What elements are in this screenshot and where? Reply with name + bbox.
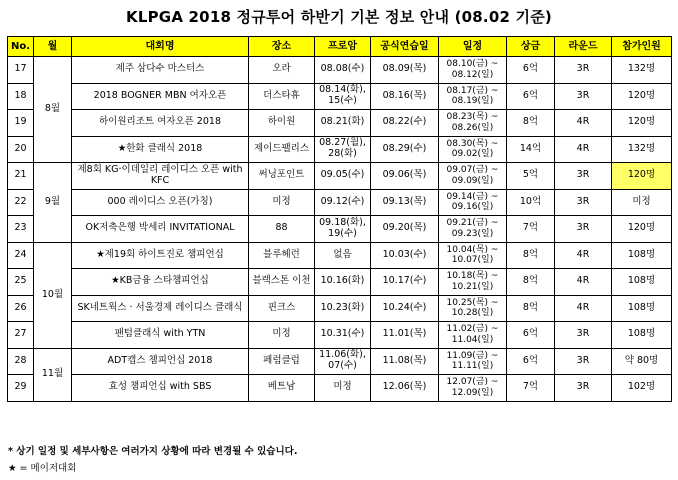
schedule-table: [7, 36, 672, 402]
table-row: [8, 242, 672, 269]
cell-no: 17: [8, 57, 34, 84]
schedule-end: 12.09(일): [451, 387, 494, 398]
cell-proam: 09.18(화), 19(수): [315, 216, 371, 243]
cell-schedule: [439, 57, 507, 84]
cell-schedule: [439, 242, 507, 269]
cell-proam: 10.31(수): [315, 322, 371, 349]
cell-venue: 더스타휴: [249, 83, 315, 110]
cell-players: 132명: [612, 57, 672, 84]
schedule-start: 10.04(목) ~: [446, 244, 499, 255]
cell-no: 29: [8, 375, 34, 402]
schedule-start: 09.07(금) ~: [446, 165, 499, 176]
cell-proam: 08.27(월), 28(화): [315, 136, 371, 163]
cell-practice: 08.09(목): [371, 57, 439, 84]
cell-no: 28: [8, 348, 34, 375]
cell-proam: 08.14(화), 15(수): [315, 83, 371, 110]
cell-prize: 8억: [507, 295, 555, 322]
schedule-end: 10.07(일): [451, 255, 494, 266]
cell-practice: 12.06(목): [371, 375, 439, 402]
cell-no: 23: [8, 216, 34, 243]
cell-rounds: 4R: [555, 110, 612, 137]
cell-players: 132명: [612, 136, 672, 163]
header-players: 참가인원: [612, 37, 672, 57]
cell-players: 120명: [612, 83, 672, 110]
cell-prize: 8억: [507, 269, 555, 296]
schedule-start: 08.10(금) ~: [446, 59, 499, 70]
header-no: No.: [8, 37, 34, 57]
cell-schedule: [439, 83, 507, 110]
schedule-start: 08.17(금) ~: [446, 85, 499, 96]
table-row: [8, 136, 672, 163]
cell-practice: 09.20(목): [371, 216, 439, 243]
cell-prize: 6억: [507, 83, 555, 110]
cell-no: 21: [8, 163, 34, 190]
cell-practice: 11.08(목): [371, 348, 439, 375]
cell-proam: 없음: [315, 242, 371, 269]
table-row: [8, 83, 672, 110]
header-tournament: 대회명: [72, 37, 249, 57]
cell-tournament: 팬텀클래식 with YTN: [72, 322, 249, 349]
table-row: [8, 163, 672, 190]
schedule-end: 11.04(일): [451, 334, 494, 345]
cell-proam: 08.08(수): [315, 57, 371, 84]
cell-players: 108명: [612, 295, 672, 322]
table-row: [8, 375, 672, 402]
cell-rounds: 3R: [555, 375, 612, 402]
cell-tournament: 2018 BOGNER MBN 여자오픈: [72, 83, 249, 110]
cell-rounds: 4R: [555, 136, 612, 163]
cell-venue: 블루헤런: [249, 242, 315, 269]
schedule-end: 08.12(일): [451, 69, 494, 80]
cell-month: 9월: [34, 163, 72, 243]
cell-rounds: 4R: [555, 242, 612, 269]
header-prize: 상금: [507, 37, 555, 57]
schedule-start: 11.09(금) ~: [446, 350, 499, 361]
cell-prize: 5억: [507, 163, 555, 190]
cell-no: 26: [8, 295, 34, 322]
cell-practice: 08.22(수): [371, 110, 439, 137]
cell-venue: 페럼클럽: [249, 348, 315, 375]
cell-venue: 미정: [249, 322, 315, 349]
cell-venue: 하이원: [249, 110, 315, 137]
cell-schedule: [439, 110, 507, 137]
cell-rounds: 3R: [555, 189, 612, 216]
cell-players: 120명: [612, 163, 672, 190]
cell-rounds: 3R: [555, 57, 612, 84]
schedule-end: 08.26(일): [451, 122, 494, 133]
cell-venue: 오라: [249, 57, 315, 84]
header-proam: 프로암: [315, 37, 371, 57]
schedule-start: 09.21(금) ~: [446, 218, 499, 229]
cell-no: 18: [8, 83, 34, 110]
cell-prize: 7억: [507, 216, 555, 243]
cell-rounds: 3R: [555, 163, 612, 190]
cell-prize: 8억: [507, 110, 555, 137]
page-title: KLPGA 2018 정규투어 하반기 기본 정보 안내 (08.02 기준): [126, 8, 552, 26]
cell-proam: 11.06(화), 07(수): [315, 348, 371, 375]
cell-schedule: [439, 189, 507, 216]
cell-players: 108명: [612, 242, 672, 269]
cell-venue: 88: [249, 216, 315, 243]
schedule-start: 11.02(금) ~: [446, 324, 499, 335]
table-row: [8, 269, 672, 296]
schedule-start: 12.07(금) ~: [446, 377, 499, 388]
schedule-start: 10.18(목) ~: [446, 271, 499, 282]
cell-tournament: OK저축은행 박세리 INVITATIONAL: [72, 216, 249, 243]
cell-schedule: [439, 322, 507, 349]
schedule-end: 09.23(일): [451, 228, 494, 239]
cell-prize: 6억: [507, 348, 555, 375]
schedule-end: 10.21(일): [451, 281, 494, 292]
cell-no: 24: [8, 242, 34, 269]
schedule-end: 11.11(일): [451, 361, 494, 372]
cell-tournament: ★제19회 하이트진로 챔피언십: [72, 242, 249, 269]
cell-schedule: [439, 269, 507, 296]
table-row: [8, 57, 672, 84]
table-row: [8, 348, 672, 375]
footnote-change: * 상기 일정 및 세부사항은 여러가지 상황에 따라 변경될 수 있습니다.: [8, 446, 298, 457]
cell-venue: 미정: [249, 189, 315, 216]
cell-tournament: SK네트웍스 · 서울경제 레이디스 클래식: [72, 295, 249, 322]
cell-schedule: [439, 136, 507, 163]
cell-no: 25: [8, 269, 34, 296]
table-row: [8, 216, 672, 243]
schedule-start: 09.14(금) ~: [446, 191, 499, 202]
cell-month: 8월: [34, 57, 72, 163]
cell-schedule: [439, 163, 507, 190]
schedule-start: 08.23(목) ~: [446, 112, 499, 123]
cell-players: 102명: [612, 375, 672, 402]
cell-schedule: [439, 375, 507, 402]
cell-tournament: ADT캡스 챔피언십 2018: [72, 348, 249, 375]
cell-proam: 08.21(화): [315, 110, 371, 137]
cell-proam: 09.05(수): [315, 163, 371, 190]
schedule-start: 08.30(목) ~: [446, 138, 499, 149]
cell-prize: 14억: [507, 136, 555, 163]
header-rounds: 라운드: [555, 37, 612, 57]
cell-proam: 미정: [315, 375, 371, 402]
cell-players: 120명: [612, 110, 672, 137]
cell-schedule: [439, 348, 507, 375]
cell-tournament: 하이원리조트 여자오픈 2018: [72, 110, 249, 137]
cell-tournament: 제8회 KG·이데일리 레이디스 오픈 with KFC: [72, 163, 249, 190]
cell-players: 108명: [612, 322, 672, 349]
cell-players: 미정: [612, 189, 672, 216]
cell-tournament: 제주 삼다수 마스터스: [72, 57, 249, 84]
cell-proam: 10.23(화): [315, 295, 371, 322]
cell-rounds: 3R: [555, 216, 612, 243]
cell-practice: 09.06(목): [371, 163, 439, 190]
cell-venue: 써닝포인트: [249, 163, 315, 190]
header-venue: 장소: [249, 37, 315, 57]
cell-prize: 6억: [507, 322, 555, 349]
cell-rounds: 4R: [555, 295, 612, 322]
cell-venue: 제이드팰리스: [249, 136, 315, 163]
cell-venue: 핀크스: [249, 295, 315, 322]
table-row: [8, 295, 672, 322]
cell-proam: 09.12(수): [315, 189, 371, 216]
cell-practice: 08.29(수): [371, 136, 439, 163]
schedule-end: 09.16(일): [451, 202, 494, 213]
cell-prize: 7억: [507, 375, 555, 402]
cell-rounds: 3R: [555, 322, 612, 349]
cell-prize: 8억: [507, 242, 555, 269]
cell-venue: 블랙스톤 이천: [249, 269, 315, 296]
header-practice: 공식연습일: [371, 37, 439, 57]
cell-rounds: 4R: [555, 269, 612, 296]
header-month: 월: [34, 37, 72, 57]
cell-no: 20: [8, 136, 34, 163]
cell-prize: 6억: [507, 57, 555, 84]
cell-month: 11월: [34, 348, 72, 401]
footnotes: [8, 443, 297, 477]
table-header-row: [8, 37, 672, 57]
header-schedule: 일정: [439, 37, 507, 57]
table-row: [8, 110, 672, 137]
cell-no: 27: [8, 322, 34, 349]
cell-practice: 10.17(수): [371, 269, 439, 296]
cell-month: 10월: [34, 242, 72, 348]
cell-no: 19: [8, 110, 34, 137]
cell-tournament: ★KB금융 스타챔피언십: [72, 269, 249, 296]
schedule-end: 08.19(일): [451, 96, 494, 107]
cell-practice: 10.03(수): [371, 242, 439, 269]
cell-players: 108명: [612, 269, 672, 296]
cell-players: 120명: [612, 216, 672, 243]
cell-tournament: 000 레이디스 오픈(가칭): [72, 189, 249, 216]
table-row: [8, 322, 672, 349]
cell-venue: 베트남: [249, 375, 315, 402]
cell-tournament: 효성 챔피언십 with SBS: [72, 375, 249, 402]
cell-schedule: [439, 216, 507, 243]
cell-practice: 08.16(목): [371, 83, 439, 110]
table-body: [8, 57, 672, 402]
footnote-major: ★ = 메이저대회: [8, 463, 77, 474]
cell-rounds: 3R: [555, 348, 612, 375]
cell-practice: 10.24(수): [371, 295, 439, 322]
cell-players: 약 80명: [612, 348, 672, 375]
schedule-end: 09.02(일): [451, 149, 494, 160]
cell-rounds: 3R: [555, 83, 612, 110]
cell-practice: 09.13(목): [371, 189, 439, 216]
schedule-start: 10.25(목) ~: [446, 297, 499, 308]
cell-prize: 10억: [507, 189, 555, 216]
cell-tournament: ★한화 클래식 2018: [72, 136, 249, 163]
cell-no: 22: [8, 189, 34, 216]
schedule-end: 10.28(일): [451, 308, 494, 319]
cell-practice: 11.01(목): [371, 322, 439, 349]
cell-proam: 10.16(화): [315, 269, 371, 296]
table-row: [8, 189, 672, 216]
cell-schedule: [439, 295, 507, 322]
schedule-end: 09.09(일): [451, 175, 494, 186]
